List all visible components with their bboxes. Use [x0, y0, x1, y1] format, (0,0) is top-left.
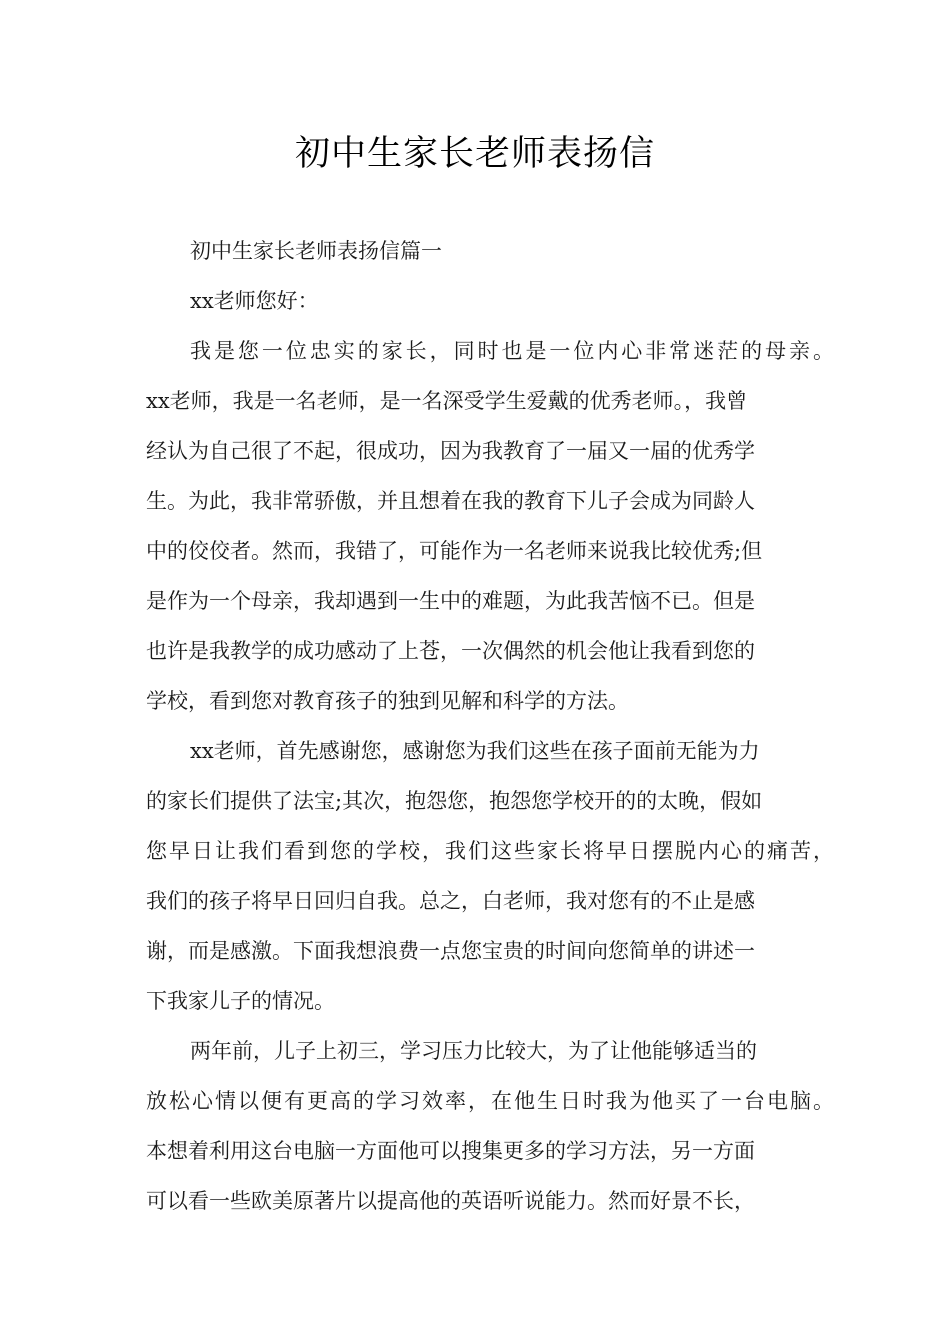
- text-line: 放松心情以便有更高的学习效率，在他生日时我为他买了一台电脑。: [146, 1089, 834, 1113]
- text-line: 两年前，儿子上初三，学习压力比较大，为了让他能够适当的: [190, 1039, 757, 1063]
- text-line: xx老师，我是一名老师，是一名深受学生爱戴的优秀老师。，我曾: [146, 389, 748, 413]
- text-line: xx老师，首先感谢您，感谢您为我们这些在孩子面前无能为力: [190, 739, 760, 763]
- text-line: 下我家儿子的情况。: [146, 989, 335, 1013]
- text-line: 生。为此，我非常骄傲，并且想着在我的教育下儿子会成为同龄人: [146, 489, 755, 513]
- text-line: 的家长们提供了法宝;其次，抱怨您，抱怨您学校开的的太晚，假如: [146, 789, 763, 813]
- text-line: 本想着利用这台电脑一方面他可以搜集更多的学习方法，另一方面: [146, 1139, 755, 1163]
- text-line: xx老师您好：: [190, 289, 319, 313]
- text-line: 我们的孩子将早日回归自我。总之，白老师，我对您有的不止是感: [146, 889, 755, 913]
- document-title: 初中生家长老师表扬信: [294, 134, 655, 174]
- text-line: 学校，看到您对教育孩子的独到见解和科学的方法。: [146, 689, 629, 713]
- text-line: 谢，而是感激。下面我想浪费一点您宝贵的时间向您简单的讲述一: [146, 939, 755, 963]
- text-line: 初中生家长老师表扬信篇一: [190, 239, 442, 263]
- text-line: 经认为自己很了不起，很成功，因为我教育了一届又一届的优秀学: [146, 439, 755, 463]
- text-line: 是作为一个母亲，我却遇到一生中的难题，为此我苦恼不已。但是: [146, 589, 755, 613]
- text-line: 您早日让我们看到您的学校，我们这些家长将早日摆脱内心的痛苦，: [146, 839, 834, 863]
- document-body: [146, 226, 834, 1226]
- text-line: 中的佼佼者。然而，我错了，可能作为一名老师来说我比较优秀;但: [146, 539, 763, 563]
- text-line: 可以看一些欧美原著片以提高他的英语听说能力。然而好景不长，: [146, 1189, 755, 1213]
- text-line: 也许是我教学的成功感动了上苍，一次偶然的机会他让我看到您的: [146, 639, 755, 663]
- text-line: 我是您一位忠实的家长，同时也是一位内心非常迷茫的母亲。: [190, 339, 834, 363]
